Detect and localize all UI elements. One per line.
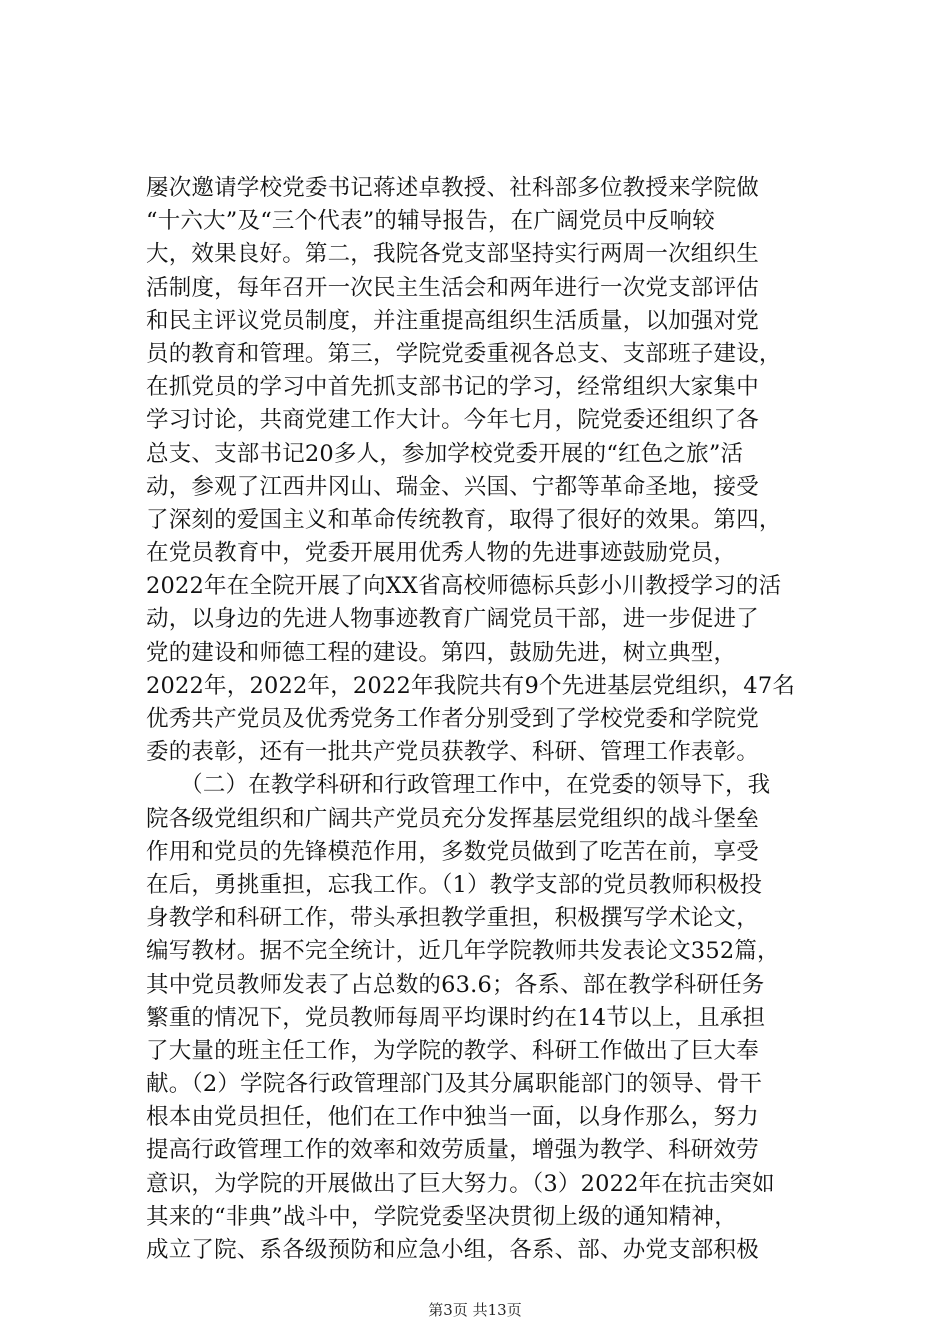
body-text bbox=[146, 172, 836, 1267]
text-line: 身教学和科研工作，带头承担教学重担，积极撰写学术论文， bbox=[146, 905, 759, 932]
text-line: 和民主评议党员制度，并注重提高组织生活质量，以加强对党 bbox=[146, 307, 759, 334]
text-line: 提高行政管理工作的效率和效劳质量，增强为教学、科研效劳 bbox=[146, 1137, 759, 1164]
text-line: 屡次邀请学校党委书记蒋述卓教授、社科部多位教授来学院做 bbox=[146, 175, 759, 201]
text-line: 其来的“非典”战斗中，学院党委坚决贯彻上级的通知精神， bbox=[146, 1203, 737, 1230]
text-line: 优秀共产党员及优秀党务工作者分别受到了学校党委和学院党 bbox=[146, 706, 759, 732]
text-line: 动，参观了江西井冈山、瑞金、兴国、宁都等革命圣地，接受 bbox=[146, 473, 759, 500]
text-line: 2022年，2022年，2022年我院共有9个先进基层党组织，47名 bbox=[146, 672, 796, 699]
text-line: 编写教材。据不完全统计，近几年学院教师共发表论文352篇， bbox=[146, 938, 780, 965]
text-line: 在后，勇挑重担，忘我工作。（1）教学支部的党员教师积极投 bbox=[146, 871, 763, 898]
text-line: 意识，为学院的开展做出了巨大努力。（3）2022年在抗击突如 bbox=[146, 1170, 775, 1197]
text-line: 成立了院、系各级预防和应急小组，各系、部、办党支部积极 bbox=[146, 1237, 759, 1263]
text-line: 动，以身边的先进人物事迹教育广阔党员干部，进一步促进了 bbox=[146, 606, 759, 633]
text-line: 活制度，每年召开一次民主生活会和两年进行一次党支部评估 bbox=[146, 274, 759, 301]
text-line: 大，效果良好。第二，我院各党支部坚持实行两周一次组织生 bbox=[146, 241, 759, 268]
text-line: 在抓党员的学习中首先抓支部书记的学习，经常组织大家集中 bbox=[146, 374, 759, 401]
paragraph-start-line: （二）在教学科研和行政管理工作中，在党委的领导下，我 bbox=[146, 772, 771, 799]
text-line: 繁重的情况下，党员教师每周平均课时约在14节以上，且承担 bbox=[146, 1004, 766, 1031]
text-line: 作用和党员的先锋模范作用，多数党员做到了吃苦在前，享受 bbox=[146, 838, 759, 865]
text-line: 党的建设和师德工程的建设。第四，鼓励先进，树立典型， bbox=[146, 639, 737, 666]
text-line: 员的教育和管理。第三，学院党委重视各总支、支部班子建设， bbox=[146, 340, 782, 367]
text-line: 其中党员教师发表了占总数的63.6；各系、部在教学科研任务 bbox=[146, 971, 765, 998]
text-line: 了深刻的爱国主义和革命传统教育，取得了很好的效果。第四， bbox=[146, 506, 782, 533]
text-line: 根本由党员担任，他们在工作中独当一面，以身作那么，努力 bbox=[146, 1104, 759, 1131]
text-line: 院各级党组织和广阔共产党员充分发挥基层党组织的战斗堡垒 bbox=[146, 805, 759, 832]
text-line: 总支、支部书记20多人，参加学校党委开展的“红色之旅”活 bbox=[146, 440, 744, 467]
text-line: 献。（2）学院各行政管理部门及其分属职能部门的领导、骨干 bbox=[146, 1071, 763, 1098]
text-line: 学习讨论，共商党建工作大计。今年七月，院党委还组织了各 bbox=[146, 407, 759, 434]
text-line: 了大量的班主任工作，为学院的教学、科研工作做出了巨大奉 bbox=[146, 1037, 759, 1064]
text-line: 在党员教育中，党委开展用优秀人物的先进事迹鼓励党员， bbox=[146, 540, 737, 567]
text-line: 委的表彰，还有一批共产党员获教学、科研、管理工作表彰。 bbox=[146, 739, 759, 766]
page-number-footer: 第3页 共13页 bbox=[428, 1301, 522, 1319]
text-line: 2022年在全院开展了向XX省高校师德标兵彭小川教授学习的活 bbox=[146, 573, 782, 600]
text-line: “十六大”及“三个代表”的辅导报告，在广阔党员中反响较 bbox=[146, 208, 715, 235]
